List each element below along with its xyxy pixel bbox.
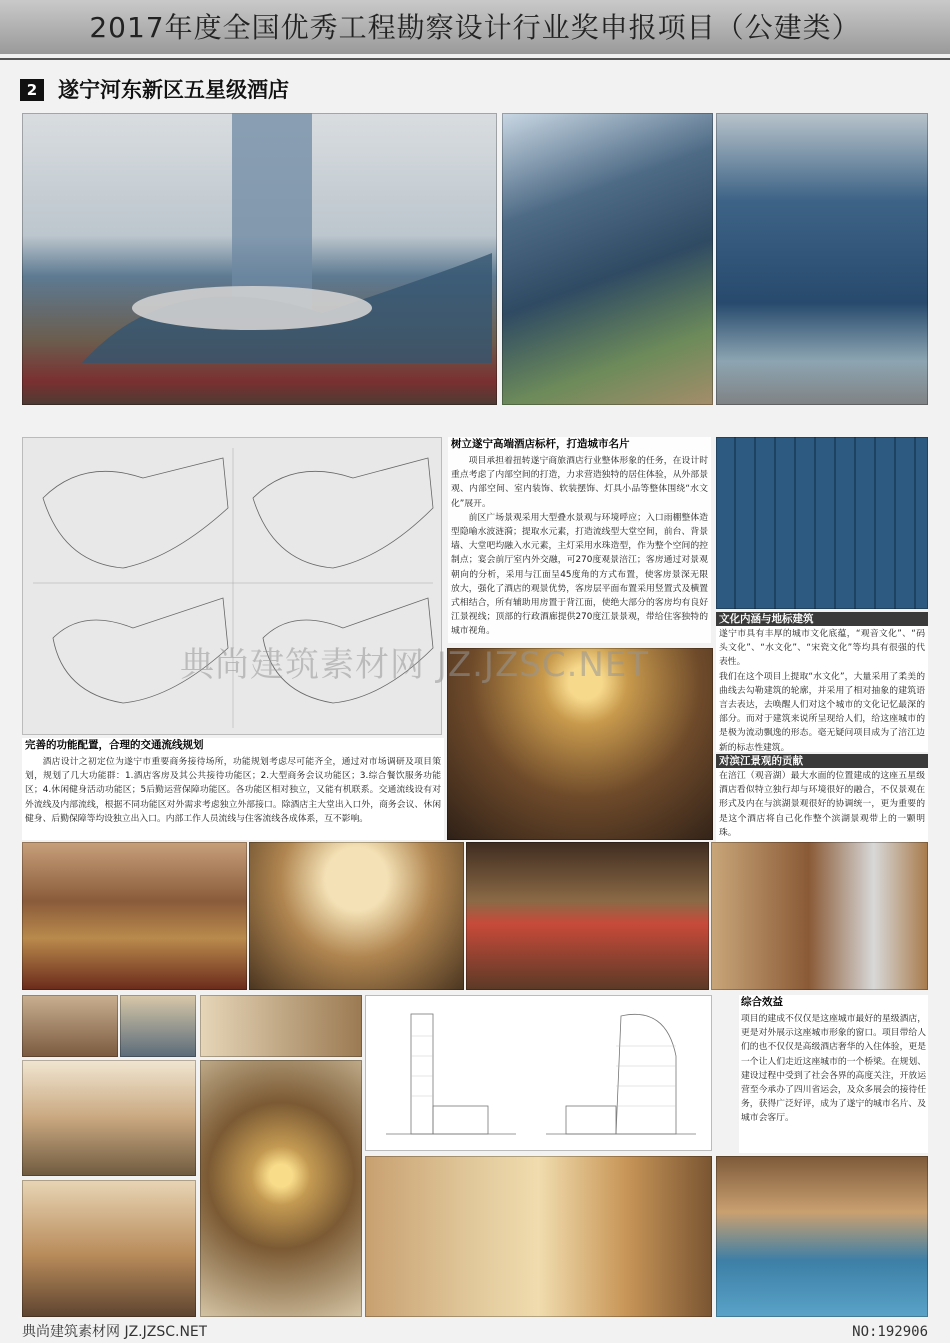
curtain-wall-photo (502, 113, 713, 405)
culture-body (719, 627, 925, 752)
culture-text-block (716, 612, 928, 752)
summary-heading: 综合效益 (741, 996, 783, 1008)
suite-photo (22, 995, 118, 1057)
facade-detail-photo (716, 437, 928, 609)
header-rule (0, 58, 950, 60)
contribution-heading: 对滨江景观的贡献 (716, 754, 928, 768)
atrium-chandelier-photo (200, 1060, 362, 1317)
lounge-photo (711, 842, 928, 990)
summary-body (741, 1012, 926, 1126)
reception-photo (365, 1156, 712, 1317)
culture-paragraph: 我们在这个项目上提取“水文化”，大量采用了柔美的曲线去勾勒建筑的轮廓，并采用了相对抽象的建筑语言去表达，去唤醒人们对这个城市的文化记忆最深的部分。而对于建筑来说所呈现给人们，给这座城市的是极为流动飘逸的形态。毫无疑问项目成为了涪江边新的标志性建筑。 (719, 671, 925, 752)
project-title: 遂宁河东新区五星级酒店 (58, 78, 289, 102)
footer-number: NO:192906 (852, 1324, 928, 1340)
culture-heading: 文化内涵与地标建筑 (716, 612, 928, 626)
building-sections-drawing (365, 995, 712, 1151)
bedroom-photo (22, 1060, 196, 1176)
tower-entrance-photo (716, 113, 928, 405)
floor-plans-drawing (22, 437, 442, 735)
restaurant-photo (466, 842, 709, 990)
contribution-body (719, 769, 925, 840)
contribution-text-block (716, 754, 928, 842)
bar-photo (120, 995, 196, 1057)
intro-paragraph: 前区广场景观采用大型叠水景观与环境呼应；入口雨棚整体造型隐喻水波涟漪；提取水元素，打造流线型大堂空间，前台、背景墙、大堂吧均融入水元素，主灯采用水珠造型，作为整个空间的控制点；宴会前厅室内外交融，可270度观景涪江；客房通过对景观朝向的分析，采用与江面呈45度角的方式布置，使客房景深无限放大，强化了酒店的观景优势，客房层平面布置采用竖置式及横置式相结合，所有辅助用房置于背江面，使绝大部分的客房均有良好江景视线；顶部的行政酒廊提供270度江景景观，带给住客独特的城市视角。 (451, 512, 708, 637)
function-body (25, 755, 441, 826)
exterior-photo (22, 113, 497, 405)
culture-paragraph: 遂宁市具有丰厚的城市文化底蕴，“观音文化”、“码头文化”、“水文化”、“宋瓷文化”等均具有很强的代表性。 (719, 629, 925, 668)
summary-text-block (739, 995, 928, 1153)
swimming-pool-photo (716, 1156, 928, 1317)
presidential-suite-photo (22, 1180, 196, 1317)
exterior-sketch (22, 113, 497, 405)
function-paragraph: 酒店设计之初定位为遂宁市重要商务接待场所，功能规划考虑尽可能齐全，通过对市场调研及项目策划，规划了几大功能群：1.酒店客房及其公共接待功能区；2.大型商务会议功能区；3.综合餐饮服务功能区；4.休闲健身活动功能区；5后勤运营保障功能区。各功能区相对独立，又能有机联系。交通流线设有对外流线及内部流线，根据不同功能区对外需求考虑独立外部接口。除酒店主大堂出入口外，商务会议、休闲健身、后勤保障等均设独立出入口。内部工作人员流线与住客流线各成体系，互不影响。 (25, 757, 441, 824)
intro-body (451, 454, 708, 639)
project-number: 2 (20, 79, 44, 101)
function-text-block (22, 738, 444, 840)
page-title: 2017年度全国优秀工程勘察设计行业奖申报项目（公建类） (89, 11, 861, 44)
intro-paragraph: 项目承担着扭转遂宁商旅酒店行业整体形象的任务，在设计时重点考虑了内部空间的打造，力求营造独特的居住体验，从外部景观、内部空间、室内装饰、软装摆饰、灯具小品等整体围绕“水文化”展开。 (451, 456, 708, 509)
bathroom-photo (200, 995, 362, 1057)
floor-plans-sketch (23, 438, 442, 735)
watermark: 典尚建筑素材网 JZ.JZSC.NET (180, 645, 650, 685)
function-heading: 完善的功能配置，合理的交通流线规划 (25, 739, 204, 751)
intro-text-block (448, 437, 711, 643)
footer-site: 典尚建筑素材网 JZ.JZSC.NET (22, 1324, 208, 1340)
ballroom-photo (22, 842, 247, 990)
intro-heading: 树立遂宁高端酒店标杆，打造城市名片 (451, 438, 630, 450)
cafe-photo (249, 842, 464, 990)
contribution-paragraph: 在涪江（观音湖）最大水面的位置建成的这座五星级酒店看似特立独行却与环境很好的融合，不仅景观在形式及内在与滨湖景观很好的协调统一，更为重要的是这个酒店将自己化作整个滨湖景观带上的一颗明珠。 (719, 771, 925, 838)
sections-sketch (366, 996, 712, 1151)
summary-paragraph: 项目的建成不仅仅是这座城市最好的星级酒店，更是对外展示这座城市形象的窗口。项目带给人们的也不仅仅是高级酒店奢华的入住体验，更是一个让人们走近这座城市的一个桥梁。在规划、建设过程中受到了社会各界的高度关注，开放运营至今承办了四川省运会，及众多展会的接待任务，获得广泛好评，成为了遂宁的城市名片、及城市会客厅。 (741, 1014, 926, 1124)
